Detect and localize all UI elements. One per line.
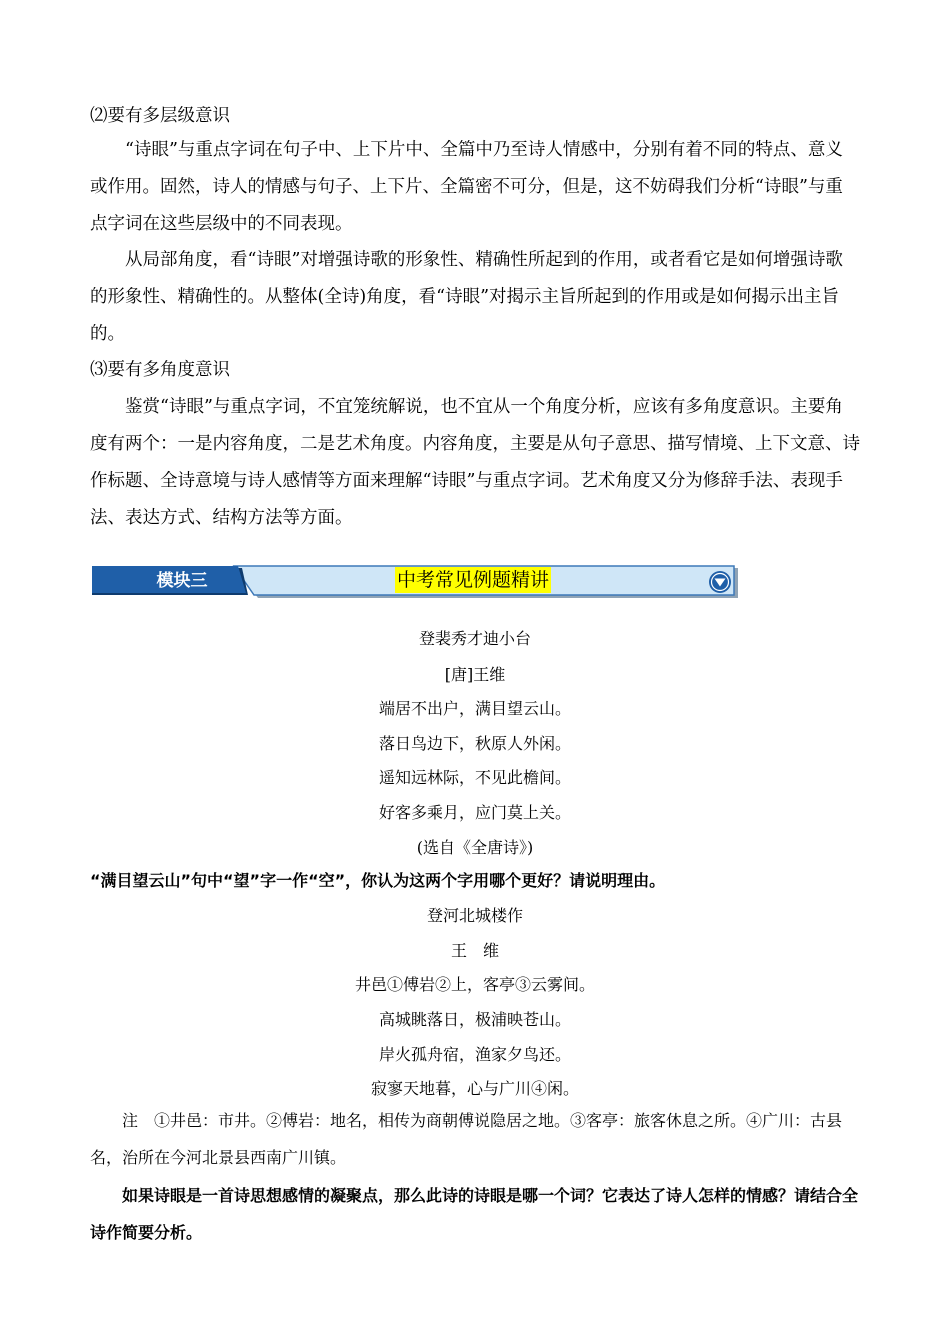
poem1-title: 登裴秀才迪小台 — [418, 629, 531, 648]
poem2-line: 井邑①傅岩②上，客亭③云雾间。 — [354, 975, 595, 994]
poem2-line: 寂寥天地暮，心与广川④闲。 — [370, 1079, 579, 1098]
section3-heading: ⑶要有多角度意识 — [90, 360, 230, 380]
poem1-line: 遥知远林际，不见此檐间。 — [378, 768, 571, 787]
chevron-down-circle-icon[interactable] — [708, 570, 732, 594]
module-banner — [92, 565, 742, 599]
poem1-source: (选自《全唐诗》) — [416, 838, 534, 857]
poem2-line: 岸火孤舟宿，渔家夕鸟还。 — [378, 1045, 571, 1064]
module-tag: 模块三 — [156, 571, 208, 591]
poem1-author: [唐]王维 — [444, 665, 506, 684]
section3-paragraph-1: 鉴赏“诗眼”与重点字词，不宜笼统解说，也不宜从一个角度分析，应该有多角度意识。主要角度有两个：一是内容角度，二是艺术角度。内容角度，主要是从句子意思、描写情境、上下文意、诗作标题、全诗意境与诗人感情等方面来理解“诗眼”与重点字词。艺术角度又分为修辞手法、表现手法、表达方式、结构方法等方面。 — [90, 397, 860, 528]
section2-paragraph-2: 从局部角度，看“诗眼”对增强诗歌的形象性、精确性所起到的作用，或者看它是如何增强诗歌的形象性、精确性的。从整体(全诗)角度，看“诗眼”对揭示主旨所起到的作用或是如何揭示出主旨的。 — [90, 250, 843, 344]
poem2-note: 注 ①井邑：市井。②傅岩：地名，相传为商朝傅说隐居之地。③客亭：旅客休息之所。④广川：古县名，治所在今河北景县西南广川镇。 — [90, 1111, 843, 1167]
poem2-line: 高城眺落日，极浦映苍山。 — [378, 1010, 571, 1029]
poem1-question: “满目望云山”句中“望”字一作“空”，你认为这两个字用哪个更好？请说明理由。 — [90, 871, 666, 890]
poem2-author: 王 维 — [450, 941, 499, 960]
poem2-title: 登河北城楼作 — [426, 906, 523, 925]
poem2-question: 如果诗眼是一首诗思想感情的凝聚点，那么此诗的诗眼是哪一个词？它表达了诗人怎样的情感？请结合全诗作简要分析。 — [90, 1186, 859, 1242]
section2-heading: ⑵要有多层级意识 — [90, 106, 230, 126]
section2-paragraph-1: “诗眼”与重点字词在句子中、上下片中、全篇中乃至诗人情感中，分别有着不同的特点、意义或作用。固然，诗人的情感与句子、上下片、全篇密不可分，但是，这不妨碍我们分析“诗眼”与重点字词在这些层级中的不同表现。 — [90, 140, 843, 234]
poem1-line: 落日鸟边下，秋原人外闲。 — [378, 734, 571, 753]
poem1-line: 端居不出户，满目望云山。 — [378, 699, 571, 718]
module-title: 中考常见例题精讲 — [397, 569, 550, 591]
poem1-line: 好客多乘月，应门莫上关。 — [378, 803, 571, 822]
